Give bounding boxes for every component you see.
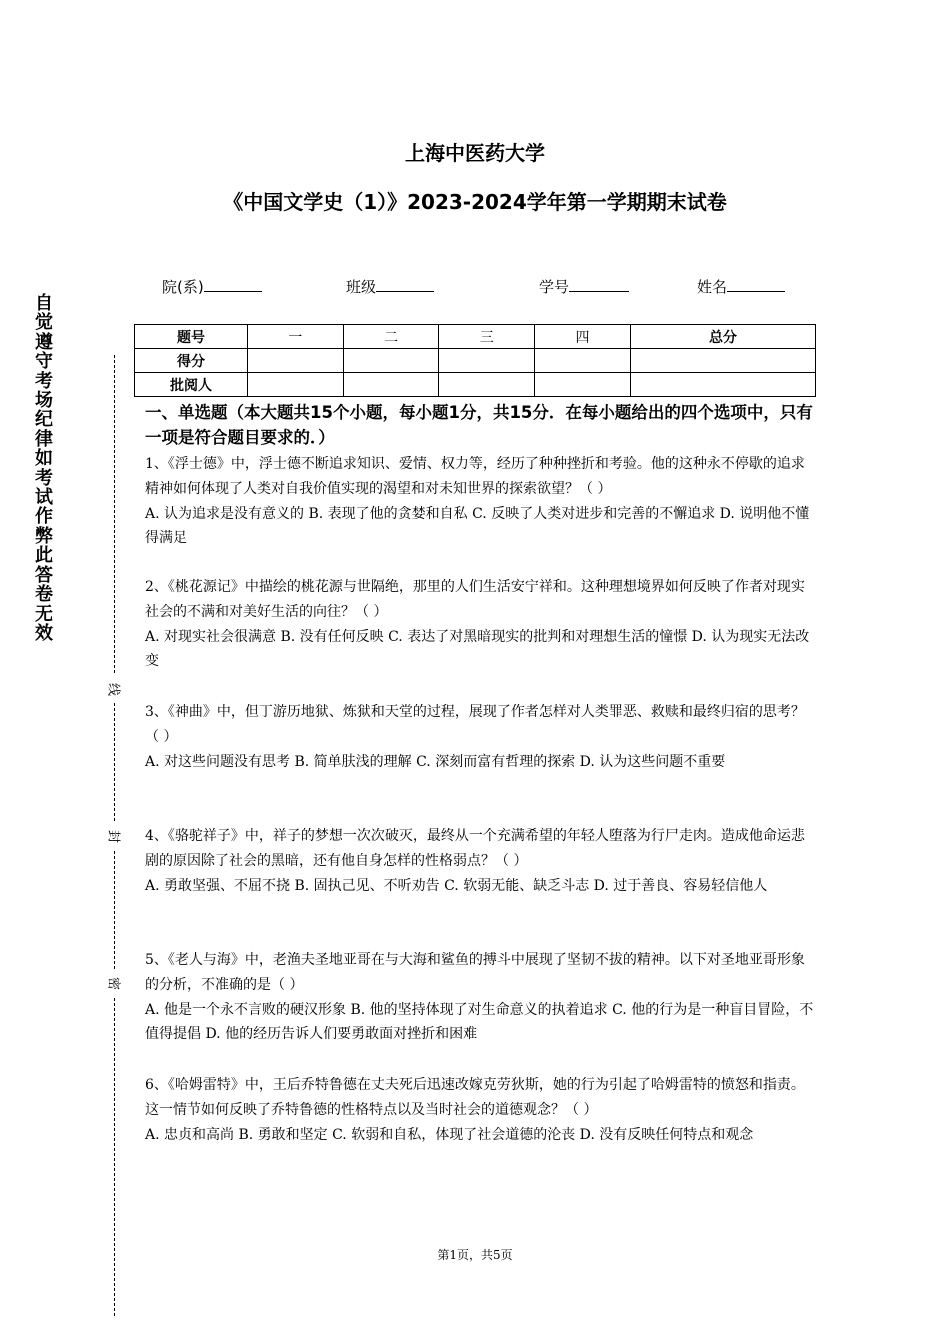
question-stem: 3、《神曲》中，但丁游历地狱、炼狱和天堂的过程，展现了作者怎样对人类罪恶、救赎和最终归宿的思考？（ ） [145, 704, 805, 745]
question-item [145, 824, 815, 898]
table-row [135, 325, 816, 349]
seal-line-segment [114, 355, 115, 673]
name-blank[interactable] [727, 276, 785, 292]
question-stem: 4、《骆驼祥子》中，祥子的梦想一次次破灭，最终从一个充满希望的年轻人堕落为行尸走肉。造成他命运悲剧的原因除了社会的黑暗，还有他自身怎样的性格弱点？（ ） [145, 828, 805, 869]
grader-cell[interactable] [535, 373, 631, 397]
section-heading: 一、单选题（本大题共15个小题，每小题1分，共15分．在每小题给出的四个选项中，只有一项是符合题目要求的．） [145, 403, 813, 447]
student-id-blank[interactable] [569, 276, 629, 292]
department-field [162, 276, 262, 297]
table-row [135, 373, 816, 397]
question-options: A. 他是一个永不言败的硬汉形象 B. 他的坚持体现了对生命意义的执着追求 C. 他的行为是一种盲目冒险，不值得提倡 D. 他的经历告诉人们要勇敢面对挫折和困难 [145, 1001, 814, 1043]
question-item [145, 1073, 815, 1147]
question-stem: 6、《哈姆雷特》中，王后乔特鲁德在丈夫死后迅速改嫁克劳狄斯，她的行为引起了哈姆雷特的愤怒和指责。这一情节如何反映了乔特鲁德的性格特点以及当时社会的道德观念？（ ） [145, 1077, 805, 1118]
score-cell[interactable] [535, 349, 631, 373]
column-header-3: 三 [439, 325, 535, 349]
student-id-label: 学号 [539, 278, 570, 296]
score-table [134, 324, 816, 397]
question-options: A. 认为追求是没有意义的 B. 表现了他的贪婪和自私 C. 反映了人类对进步和完善的不懈追求 D. 说明他不懂得满足 [145, 505, 810, 547]
exam-discipline-note: 自 觉 遵 守 考 场 纪 律 如 考 试 作 弊 此 答 卷 无 效 [35, 293, 53, 644]
score-cell[interactable] [248, 349, 344, 373]
grader-cell[interactable] [343, 373, 439, 397]
seal-line-label: 封 [105, 829, 121, 843]
seal-line-label: 密 [105, 976, 121, 990]
question-item [145, 575, 815, 674]
seal-line-segment [114, 851, 115, 969]
row-label-grader: 批阅人 [135, 373, 248, 397]
row-label-question-number: 题号 [135, 325, 248, 349]
question-options: A. 对现实社会很满意 B. 没有任何反映 C. 表达了对黑暗现实的批判和对理想生活的憧憬 D. 认为现实无法改变 [145, 628, 810, 670]
grader-cell[interactable] [630, 373, 815, 397]
name-field [697, 276, 785, 297]
question-options: A. 对这些问题没有思考 B. 简单肤浅的理解 C. 深刻而富有哲理的探索 D. 认为这些问题不重要 [145, 753, 726, 770]
seal-line-label: 线 [105, 682, 121, 696]
class-label: 班级 [346, 278, 377, 296]
question-item [145, 948, 815, 1047]
score-cell[interactable] [439, 349, 535, 373]
question-stem: 5、《老人与海》中，老渔夫圣地亚哥在与大海和鲨鱼的搏斗中展现了坚韧不拔的精神。以下对圣地亚哥形象的分析，不准确的是（ ） [145, 952, 805, 993]
university-title: 上海中医药大学 [405, 141, 545, 165]
department-label: 院(系) [162, 278, 204, 296]
exam-title: 《中国文学史（1）》2023-2024学年第一学期期末试卷 [223, 190, 727, 214]
row-label-score: 得分 [135, 349, 248, 373]
column-header-1: 一 [248, 325, 344, 349]
seal-line-segment [114, 998, 115, 1316]
grader-cell[interactable] [248, 373, 344, 397]
class-blank[interactable] [376, 276, 434, 292]
name-label: 姓名 [697, 278, 728, 296]
student-id-field [539, 276, 629, 297]
question-item [145, 700, 815, 774]
class-field [346, 276, 434, 297]
department-blank[interactable] [204, 276, 262, 292]
seal-line-segment [114, 703, 115, 821]
table-row [135, 349, 816, 373]
grader-cell[interactable] [439, 373, 535, 397]
question-options: A. 忠贞和高尚 B. 勇敢和坚定 C. 软弱和自私，体现了社会道德的沦丧 D. 没有反映任何特点和观念 [145, 1126, 754, 1143]
score-cell[interactable] [343, 349, 439, 373]
score-cell[interactable] [630, 349, 815, 373]
question-stem: 1、《浮士德》中，浮士德不断追求知识、爱情、权力等，经历了种种挫折和考验。他的这种永不停歇的追求精神如何体现了人类对自我价值实现的渴望和对未知世界的探索欲望？（ ） [145, 456, 805, 497]
column-header-total: 总分 [630, 325, 815, 349]
column-header-2: 二 [343, 325, 439, 349]
page-number: 第1页，共5页 [437, 1248, 513, 1262]
question-item [145, 452, 815, 551]
question-options: A. 勇敢坚强、不屈不挠 B. 固执己见、不听劝告 C. 软弱无能、缺乏斗志 D. 过于善良、容易轻信他人 [145, 877, 768, 894]
column-header-4: 四 [535, 325, 631, 349]
question-stem: 2、《桃花源记》中描绘的桃花源与世隔绝，那里的人们生活安宁祥和。这种理想境界如何反映了作者对现实社会的不满和对美好生活的向往？（ ） [145, 579, 805, 620]
